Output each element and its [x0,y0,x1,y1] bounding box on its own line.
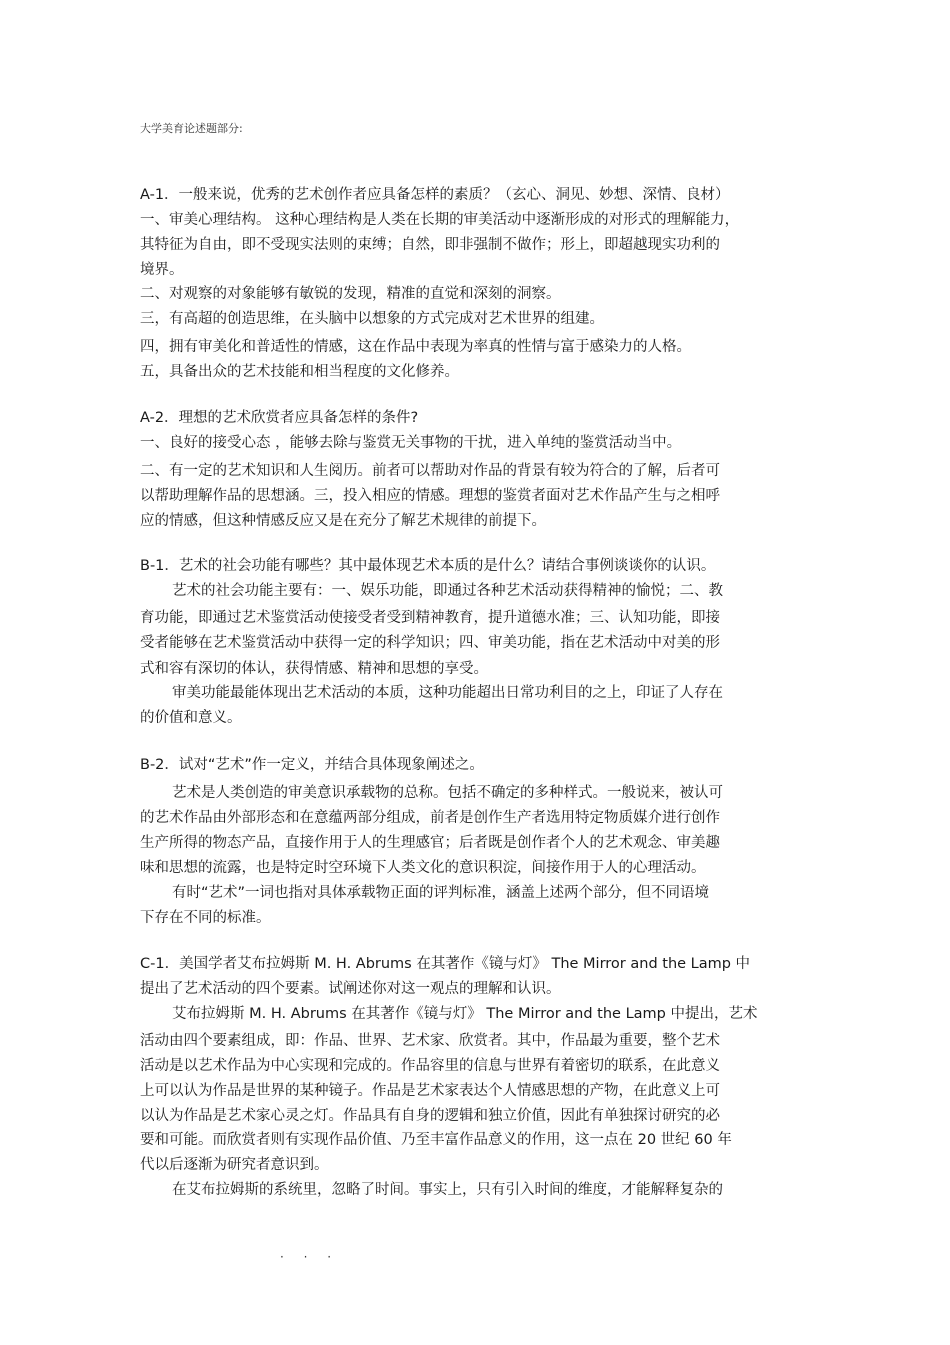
question-c1: C-1．美国学者艾布拉姆斯 M. H. Abrums 在其著作《镜与灯》 The Mirror and the Lamp 中 [140,956,751,972]
answer-line: 应的情感，但这种情感反应又是在充分了解艺术规律的前提下。 [140,513,546,529]
answer-line: 一、良好的接受心态 ，能够去除与鉴赏无关事物的干扰，进入单纯的鉴赏活动当中。 [140,435,682,451]
answer-line: 五，具备出众的艺术技能和相当程度的文化修养。 [140,364,459,380]
question-b1: B-1．艺术的社会功能有哪些？其中最体现艺术本质的是什么？请结合事例谈谈你的认识。 [140,558,716,574]
question-a2: A-2．理想的艺术欣赏者应具备怎样的条件? [140,410,419,426]
answer-line: 要和可能。而欣赏者则有实现作品价值、乃至丰富作品意义的作用，这一点在 20 世纪 60 年 [140,1132,732,1148]
answer-line: 的艺术作品由外部形态和在意蕴两部分组成，前者是创作生产者选用特定物质媒介进行创作 [140,810,720,826]
answer-line: 一、审美心理结构。 这种心理结构是人类在长期的审美活动中逐渐形成的对形式的理解能力， [140,212,740,228]
answer-line: 活动是以艺术作品为中心实现和完成的。作品容里的信息与世界有着密切的联系，在此意义 [140,1058,720,1074]
page-footer-dots: · · · [280,1250,340,1264]
answer-line: 受者能够在艺术鉴赏活动中获得一定的科学知识；四、审美功能，指在艺术活动中对美的形 [140,635,720,651]
answer-line: 三，有高超的创造思维，在头脑中以想象的方式完成对艺术世界的组建。 [140,311,604,327]
answer-line: 艺术是人类创造的审美意识承载物的总称。包括不确定的多种样式。一般说来，被认可 [172,785,723,801]
answer-line: 的价值和意义。 [140,710,242,726]
answer-line: 四，拥有审美化和普适性的情感，这在作品中表现为率真的性情与富于感染力的人格。 [140,339,691,355]
answer-line: 式和容有深切的体认，获得情感、精神和思想的享受。 [140,661,488,677]
answer-line: 味和思想的流露，也是特定时空环境下人类文化的意识积淀，间接作用于人的心理活动。 [140,860,706,876]
answer-line: 代以后逐渐为研究者意识到。 [140,1157,329,1173]
answer-line: 活动由四个要素组成，即：作品、世界、艺术家、欣赏者。其中，作品最为重要，整个艺术 [140,1033,720,1049]
answer-line: 二、有一定的艺术知识和人生阅历。前者可以帮助对作品的背景有较为符合的了解，后者可 [140,463,720,479]
answer-line: 境界。 [140,262,184,278]
answer-line: 艺术的社会功能主要有：一、娱乐功能，即通过各种艺术活动获得精神的愉悦；二、教 [172,583,723,599]
question-a1: A-1．一般来说，优秀的艺术创作者应具备怎样的素质？（玄心、洞见、妙想、深情、良材） [140,187,730,203]
answer-line: 有时“艺术”一词也指对具体承载物正面的评判标准，涵盖上述两个部分，但不同语境 [172,885,710,901]
answer-line: 下存在不同的标准。 [140,910,271,926]
answer-line: 上可以认为作品是世界的某种镜子。作品是艺术家表达个人情感思想的产物，在此意义上可 [140,1083,720,1099]
answer-line: 艾布拉姆斯 M. H. Abrums 在其著作《镜与灯》 The Mirror and the Lamp 中提出，艺术 [172,1006,758,1022]
answer-line: 二、对观察的对象能够有敏锐的发现，精准的直觉和深刻的洞察。 [140,286,561,302]
answer-line: 以帮助理解作品的思想涵。三，投入相应的情感。理想的鉴赏者面对艺术作品产生与之相呼 [140,488,720,504]
answer-line: 其特征为自由，即不受现实法则的束缚；自然，即非强制不做作；形上，即超越现实功利的 [140,237,720,253]
answer-line: 以认为作品是艺术家心灵之灯。作品具有自身的逻辑和独立价值，因此有单独探讨研究的必 [140,1108,720,1124]
answer-line: 提出了艺术活动的四个要素。试阐述你对这一观点的理解和认识。 [140,981,561,997]
question-b2: B-2．试对“艺术”作一定义，并结合具体现象阐述之。 [140,757,484,773]
answer-line: 在艾布拉姆斯的系统里，忽略了时间。事实上，只有引入时间的维度，才能解释复杂的 [172,1182,723,1198]
document-header-note: 大学美育论述题部分: [140,122,243,135]
answer-line: 审美功能最能体现出艺术活动的本质，这种功能超出日常功利目的之上，印证了人存在 [172,685,723,701]
answer-line: 生产所得的物态产品，直接作用于人的生理感官；后者既是创作者个人的艺术观念、审美趣 [140,835,720,851]
answer-line: 育功能，即通过艺术鉴赏活动使接受者受到精神教育，提升道德水准；三、认知功能，即接 [140,610,720,626]
